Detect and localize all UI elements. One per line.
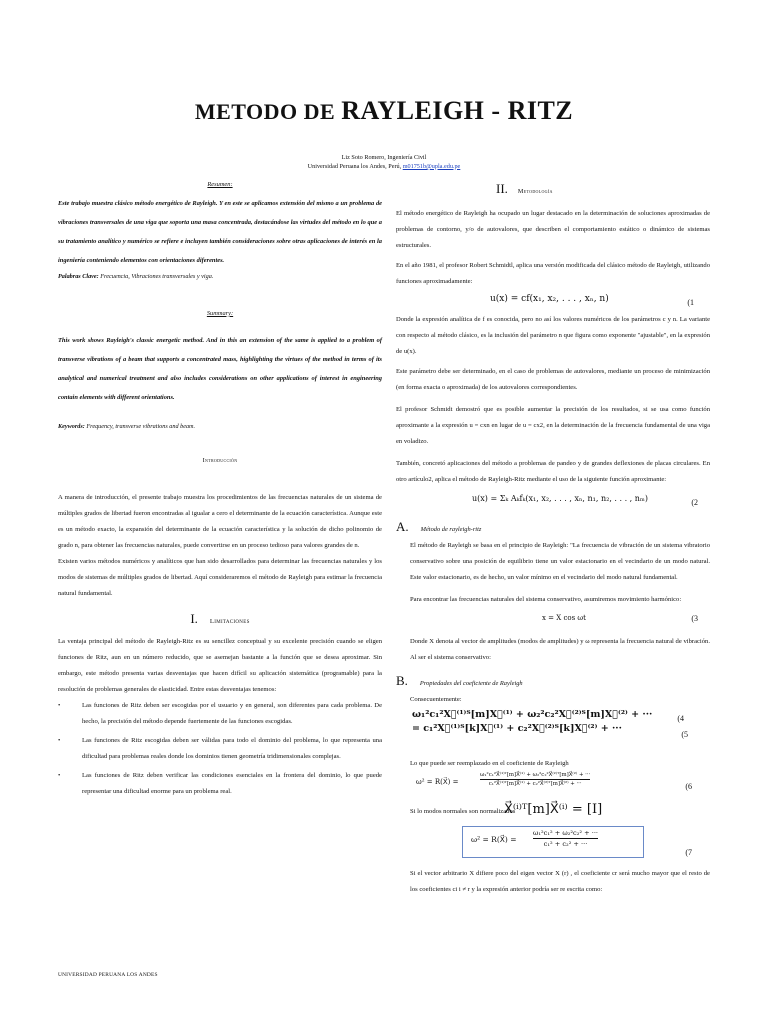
equation-7-fraction: [533, 829, 598, 848]
equation-6-numerator: ω₁²c₁²X⃗⁽¹⁾ᵀ[m]X⃗⁽¹⁾ + ω₂²c₂²X⃗⁽²⁾ᵀ[m]X⃗⁽²⁾ + ···: [480, 772, 591, 778]
limitaciones-title: Limitaciones: [209, 618, 250, 626]
list-item: • Las funciones de Ritz deben ser escogidas por el usuario y en general, son diferentes para cada problema. De hecho, la precisión del método depende fuertemente de las funciones escogidas.: [58, 698, 382, 730]
resumen-keywords: [58, 273, 382, 282]
summary-keywords: [58, 423, 382, 432]
keywords-es: Frecuencia, Vibraciones transversales y viga.: [98, 273, 214, 280]
equation-6: [396, 772, 710, 794]
equation-6-fraction: [480, 772, 590, 787]
equation-normalization: X⃗⁽ⁱ⁾ᵀ[m]X⃗⁽ⁱ⁾ = [I]: [504, 802, 603, 817]
resumen-heading: Resumen:: [207, 181, 233, 188]
equation-7: [396, 826, 710, 860]
metodologia-p1: El método energético de Rayleigh ha ocupado un lugar destacado en la determinación de soluciones aproximadas de problemas de contorno, y/o de autovalores, que describen el comportamiento estático o dinámico de sistemas estructurales.: [396, 210, 710, 249]
section-b-letter: B.: [396, 673, 408, 688]
metodologia-p4: Este parámetro debe ser determinado, en el caso de problemas de autovalores, mediante un proceso de minimización (en forma exacta o aproximada) de los autovalores correspondientes.: [396, 368, 710, 391]
equation-4-line2: = c₁²X⃗⁽¹⁾ᵀ[k]X⃗⁽¹⁾ + c₂²X⃗⁽²⁾ᵀ[k]X⃗⁽²⁾ + ···: [412, 723, 622, 734]
author-name: Liz Soto Romero, Ingeniería Civil: [341, 154, 427, 161]
equation-2-text: u(x) = Σₖ Aₖfₖ(x₁, x₂, . . . , xₙ, n₁, n₂, . . . , nₘ): [472, 494, 648, 503]
section-b-heading: [396, 672, 710, 690]
equation-7-denominator: c₁² + c₂² + ···: [543, 840, 588, 848]
equation-3-number: (3: [691, 614, 698, 623]
section-a-letter: A.: [396, 519, 409, 534]
author-email-link[interactable]: m01751b@upla.edu.pe: [402, 162, 461, 170]
equation-2: [396, 488, 710, 514]
section-a-p2: Para encontrar las frecuencias naturales del sistema conservativo, asumiremos movimiento harmónico:: [410, 596, 682, 603]
limitaciones-heading: [58, 610, 382, 628]
section-a-p1: El método de Rayleigh se basa en el principio de Rayleigh: "La frecuencia de vibración de un sistema vibratorio conservativo sobre una posición de equilibrio tiene un valor estacionario en el vecindario de un modo natural. Este valor estacionario, es de hecho, un valor mínimo en el vecindario del modo natural fundamental.: [410, 542, 710, 581]
equation-4-number: (4: [677, 714, 684, 723]
section-b-p2: Lo que puede ser reemplazado en el coeficiente de Rayleigh: [410, 760, 569, 767]
limitaciones-p1: La ventaja principal del método de Rayleigh-Ritz es su sencillez conceptual y su excelente precisión cuando se eligen funciones de Ritz, aun en un número reducido, que se asemejan bastante a la función que se desea aproximar. Sin embargo, este método presenta varias desventajas que hacen difícil su aplicación sistemática (programable) para la resolución de problemas generales de elasticidad. Entre estas desventajas tenemos:: [58, 638, 382, 694]
metodologia-p2: En el año 1981, el profesor Robert Schmidtl, aplica una versión modificada del clásico método de Rayleigh, utilizando funciones aproximadamente:: [396, 262, 710, 285]
keywords-en: Frequency, transverse vibrations and beam.: [84, 422, 196, 430]
list-item: • Las funciones de Ritz escogidas deben ser válidas para todo el dominio del problema, lo que representa una dificultad para problemas reales donde los dominios tienen geometría tridimensionales complejas.: [58, 733, 382, 765]
title-part2: RAYLEIGH - RITZ: [341, 96, 574, 125]
section-a-title: Método de rayleigh-ritz: [420, 526, 482, 533]
equation-3-text: x = X cos ωt: [542, 614, 586, 622]
keywords-label-en: Keywords:: [58, 422, 85, 430]
metodologia-p6: También, concretó aplicaciones del método a problemas de pandeo y de grandes deflexiones de placas circulares. En otro artículo2, aplica el método de Rayleigh-Ritz mediante el uso de la siguiente función aproximante:: [396, 460, 710, 483]
summary-text: This work shows Rayleigh's classic energetic method. And in this an extension of the same is applied to a problem of transverse vibrations of a beam that supports a concentrated mass, highlighting the virtues of the method in terms of its analytical and numerical treatment and also includes considerations on other applications of interest in engineering contain elements with different orientations.: [58, 336, 382, 401]
keywords-label-es: Palabras Clave:: [58, 273, 99, 280]
equation-7-number: (7: [685, 848, 692, 857]
equation-1-text: u(x) = cf(x₁, x₂, . . . , xₙ, n): [490, 294, 609, 304]
equation-5-number: (5: [681, 730, 688, 739]
equation-6-lhs: ω² = R(X⃗) =: [416, 778, 459, 786]
section-b-p4: Si el vector arbitrario X difiere poco del eigen vector X (r) , el coeficiente cr será mucho mayor que el resto de los coeficientes ci i ≠ r y la expresión anterior podría ser re escrita como:: [410, 870, 710, 893]
resumen-text: Este trabajo muestra clásico método energético de Rayleigh. Y en este se aplicamos extensión del mismo a un problema de vibraciones transversales de una viga que soporta una masa concentrada, destacándose las virtudes del método en lo que a su tratamiento analítico y numérico se refiere e incluyen también consideraciones sobre otras aplicaciones de interés en la ingeniería conteniendo elementos con orientaciones diferentes.: [58, 200, 382, 264]
equation-7-lhs: ω² = R(X⃗) =: [471, 835, 517, 844]
author-block: [200, 154, 568, 171]
equation-7-box: [462, 826, 644, 858]
title-part1: METODO DE: [194, 99, 342, 124]
normalization-row: [396, 800, 710, 826]
author-affiliation: [200, 163, 568, 172]
right-column: [396, 180, 710, 898]
equation-7-numerator: ω₁²c₁² + ω₂²c₂² + ···: [533, 829, 599, 837]
summary-heading: Summary:: [206, 309, 234, 317]
section-b-p1: Consecuentemente:: [410, 696, 462, 703]
affiliation-text: Universidad Peruana los Andes, Perú,: [307, 162, 403, 170]
metodologia-heading: [496, 180, 710, 198]
equation-4-line1: ω₁²c₁²X⃗⁽¹⁾ᵀ[m]X⃗⁽¹⁾ + ω₂²c₂²X⃗⁽²⁾ᵀ[m]X⃗⁽²⁾ + ···: [412, 709, 653, 720]
metodologia-title: Metodología: [517, 188, 553, 195]
section-a-heading: [396, 518, 710, 536]
metodologia-p5: El profesor Schmidt demostró que es posible aumentar la precisión de los resultados, si se usa como función aproximante a la expresión u = cxn en lugar de u = cx2, en la determinación de la frecuencia fundamental de una viga en voladizo.: [396, 406, 710, 445]
page-footer: UNIVERSIDAD PERUANA LOS ANDES: [58, 972, 158, 978]
left-column: [58, 181, 382, 803]
list-item: • Las funciones de Ritz deben verificar las condiciones esenciales en la frontera del dominio, lo que puede representar una dificultad enorme para un problema real.: [58, 768, 382, 800]
section-b-title: Propiedades del coeficiente de Rayleigh: [419, 680, 523, 687]
introduccion-p2: Existen varios métodos numéricos y analíticos que han sido desarrollados para determinar las frecuencias naturales y los modos de sistemas de múltiples grados de libertad. Aquí consideraremos el método de Rayleigh para estimar la frecuencia natural fundamental.: [58, 558, 382, 598]
page-title: [0, 96, 768, 126]
equation-1-number: (1: [687, 298, 694, 307]
equation-4: [396, 708, 710, 748]
section-b-p3: Si lo modos normales son normalizados: [410, 808, 516, 815]
section-a-p3: Donde X denota al vector de amplitudes (modos de amplitudes) y ω representa la frecuencia natural de vibración. Al ser el sistema conservativo:: [410, 638, 710, 661]
metodologia-p3: Donde la expresión analítica de f es conocida, pero no así los valores numéricos de los parámetros c y n. La variante con respecto al método clásico, es la inclusión del parámetro n que figura como exponente "ajustable", en la expresión de u(x).: [396, 316, 710, 355]
limitaciones-number: I.: [190, 611, 198, 627]
limitaciones-list: [58, 698, 382, 800]
equation-2-number: (2: [691, 498, 698, 507]
introduccion-heading: Introducción: [202, 457, 238, 465]
introduccion-p1: A manera de introducción, el presente trabajo muestra los procedimientos de las frecuencias naturales de un sistema de múltiples grados de libertad fueron encontradas al igualar a cero el determinante de la ecuación característica. Aunque este es un método exacto, la expansión del determinante de la ecuación característica y la solución de dicho polinomio de grado n, para obtener las frecuencias naturales, puede convertirse en un proceso tedioso para valores grandes de n.: [58, 494, 382, 550]
equation-6-denominator: c₁²X⃗⁽¹⁾ᵀ[m]X⃗⁽¹⁾ + c₂²X⃗⁽²⁾ᵀ[m]X⃗⁽²⁾ + ···: [488, 781, 582, 787]
equation-1: [396, 290, 710, 312]
equation-3: [396, 608, 710, 630]
equation-6-number: (6: [685, 782, 692, 791]
metodologia-number: II.: [496, 181, 508, 196]
